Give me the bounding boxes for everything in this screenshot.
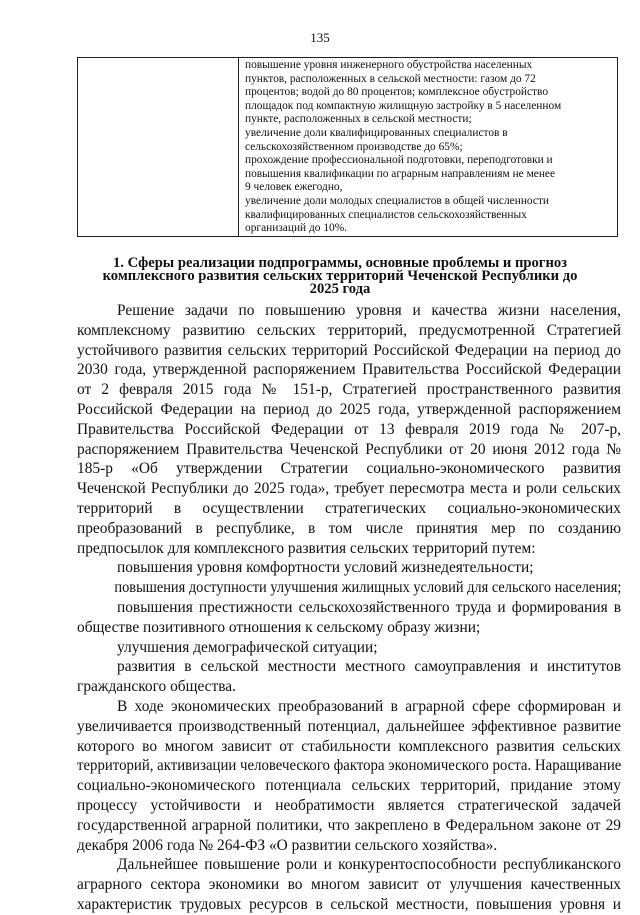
table-cell-line: 9 человек ежегодно, xyxy=(245,181,343,194)
table-cell-line: процентов; водой до 80 процентов; комплексное обустройство xyxy=(245,86,549,99)
section-heading xyxy=(60,257,620,296)
table-cell-line: увеличение доли молодых специалистов в общей численности xyxy=(245,194,550,207)
list-item: повышения уровня комфортности условий жизнедеятельности; xyxy=(117,559,534,577)
paragraph-line: преобразований в республике, в том числе принятия мер по созданию xyxy=(77,519,621,537)
paragraph-line: Правительства Российской Федерации от 13 февраля 2019 года № 207-р, xyxy=(77,420,621,438)
table-value-cell xyxy=(239,58,618,237)
paragraph-line: Чеченской Республики до 2025 года», требует пересмотра места и роли сельских xyxy=(77,480,621,498)
table-cell-line: пункте, расположенных в сельской местности; xyxy=(245,113,472,126)
paragraph-line: 2030 года, утвержденной распоряжением Правительства Российской Федерации xyxy=(77,361,621,379)
targets-table xyxy=(77,57,618,237)
list-item: повышения престижности сельскохозяйственного труда и формирования в xyxy=(117,598,621,616)
table-cell-line: сельскохозяйственном производстве до 65%; xyxy=(245,140,463,153)
list-item: повышения доступности улучшения жилищных условий для сельского населения; xyxy=(114,579,622,597)
paragraph-line: Дальнейшее повышение роли и конкурентоспособности республиканского xyxy=(117,856,621,874)
paragraph-line: от 2 февраля 2015 года № 151-р, Стратегией пространственного развития xyxy=(77,381,621,399)
paragraph-line: государственной аграрной политики, что закреплено в Федеральном законе от 29 xyxy=(77,816,621,834)
page-number: 135 xyxy=(310,30,330,45)
table-cell-line: пунктов, расположенных в сельской местности: газом до 72 xyxy=(245,72,536,85)
list-item-continuation: гражданского общества. xyxy=(77,678,236,696)
paragraph-line: которого во многом зависит от стабильности комплексного развития сельских xyxy=(77,737,621,755)
paragraph-line: декабря 2006 года № 264-ФЗ «О развитии сельского хозяйства». xyxy=(77,836,498,854)
table-cell-line: площадок под компактную жилищную застройку в 5 населенном xyxy=(245,99,562,112)
paragraph-line: комплексному развитию сельских территорий, предусмотренной Стратегией xyxy=(77,321,621,339)
table-cell-line: увеличение доли квалифицированных специалистов в xyxy=(245,126,508,139)
paragraph-line: увеличивается производственный потенциал, дальнейшее эффективное развитие xyxy=(77,717,621,735)
paragraph-line: В ходе экономических преобразований в аграрной сфере сформирован и xyxy=(117,697,621,715)
paragraph-line: устойчивого развития сельских территорий Российской Федерации на период до xyxy=(77,341,621,359)
table-label-cell xyxy=(78,58,239,237)
table-cell-line: повышение уровня инженерного обустройства населенных xyxy=(245,59,533,71)
table-cell-line: прохождение профессиональной подготовки, переподготовки и xyxy=(245,154,553,167)
paragraph-line: Российской Федерации на период до 2025 года, утвержденной распоряжением xyxy=(77,400,621,418)
heading-line: комплексного развития сельских территорий Чеченской Республики до xyxy=(102,268,578,284)
paragraph-line: 185-р «Об утверждении Стратегии социально-экономического развития xyxy=(77,460,621,478)
table-cell-line: квалифицированных специалистов сельскохозяйственных xyxy=(245,208,527,221)
heading-line: 1. Сферы реализации подпрограммы, основные проблемы и прогноз xyxy=(112,255,568,271)
paragraph-line: процессу устойчивости и необратимости является стратегической задачей xyxy=(77,796,621,814)
body-text xyxy=(77,301,621,915)
list-item: улучшения демографической ситуации; xyxy=(117,638,378,656)
paragraph-line: аграрного сектора экономики во многом зависит от улучшения качественных xyxy=(77,876,621,894)
paragraph-line: распоряжением Правительства Чеченской Республики от 20 июня 2012 года № xyxy=(77,440,621,458)
paragraph-line: территорий, активизации человеческого фактора экономического роста. Наращивание xyxy=(77,757,622,775)
paragraph-line: предпосылок для комплексного развития сельских территорий путем: xyxy=(77,539,536,557)
paragraph-line: социально-экономического потенциала сельских территорий, придание этому xyxy=(77,777,621,795)
list-item-continuation: обществе позитивного отношения к сельскому образу жизни; xyxy=(77,618,481,636)
paragraph-line: территорий в осуществлении стратегических социально-экономических xyxy=(77,499,621,517)
table-cell-line: организаций до 10%. xyxy=(245,222,348,235)
paragraph-line: характеристик трудовых ресурсов в сельской местности, повышения уровня и xyxy=(77,895,621,913)
list-item: развития в сельской местности местного самоуправления и институтов xyxy=(117,658,621,676)
table-cell-line: повышения квалификации по аграрным направлениям не менее xyxy=(245,167,556,180)
paragraph-line: Решение задачи по повышению уровня и качества жизни населения, xyxy=(117,302,621,319)
heading-line: 2025 года xyxy=(309,281,371,297)
